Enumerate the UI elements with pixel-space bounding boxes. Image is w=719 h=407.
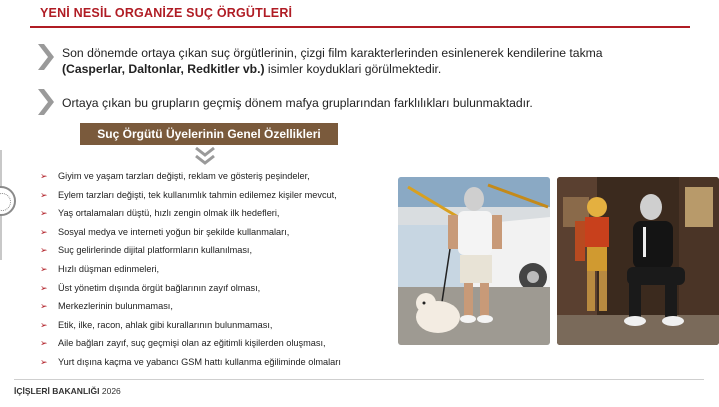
intro-text-part1: Son dönemde ortaya çıkan suç örgütlerinin, çizgi film karakterlerinden esinlenerek kendilerine takma: [62, 46, 603, 60]
arrow-bullet-icon: ➢: [40, 356, 48, 367]
arrow-bullet-icon: ➢: [40, 338, 48, 349]
title-underline: [30, 26, 690, 28]
list-item: ➢ Yaş ortalamaları düştü, hızlı zengin olmak ilk hedefleri,: [40, 204, 341, 223]
arrow-bullet-icon: ➢: [40, 208, 48, 219]
arrow-bullet-icon: ➢: [40, 245, 48, 256]
arrow-bullet-icon: ➢: [40, 226, 48, 237]
footer: [14, 386, 121, 396]
chevron-right-icon: [38, 89, 54, 115]
intro-text-bold: (Casperlar, Daltonlar, Redkitler vb.): [62, 62, 265, 76]
arrow-bullet-icon: ➢: [40, 301, 48, 312]
list-item: ➢ Aile bağları zayıf, suç geçmişi olan az eğitimli kişilerden oluşması,: [40, 334, 341, 353]
chevron-right-icon: [38, 44, 54, 70]
section-header: Suç Örgütü Üyelerinin Genel Özellikleri: [80, 123, 338, 145]
list-item: ➢ Suç gelirlerinde dijital platformların kullanılması,: [40, 241, 341, 260]
intro-text-part2: isimler koyduklari görülmektedir.: [264, 62, 442, 76]
footer-org: İÇİŞLERİ BAKANLIĞI: [14, 386, 100, 396]
list-item: ➢ Etik, ilke, racon, ahlak gibi kurallarının bulunmaması,: [40, 316, 341, 335]
arrow-bullet-icon: ➢: [40, 171, 48, 181]
arrow-bullet-icon: ➢: [40, 282, 48, 293]
photo-man-with-figure: [557, 177, 719, 345]
footer-divider: [14, 379, 704, 380]
list-item: ➢ Sosyal medya ve interneti yoğun bir şekilde kullanmaları,: [40, 223, 341, 242]
arrow-bullet-icon: ➢: [40, 263, 48, 274]
characteristics-list: [40, 167, 341, 372]
list-item: ➢ Giyim ve yaşam tarzları değişti, reklam ve gösteriş peşindeler,: [40, 167, 341, 186]
arrow-bullet-icon: ➢: [40, 319, 48, 330]
list-item: ➢ Merkezlerinin bulunmaması,: [40, 297, 341, 316]
footer-year: 2026: [101, 386, 121, 396]
photo-man-with-dog: [398, 177, 550, 345]
list-item: ➢ Üst yönetim dışında örgüt bağlarının zayıf olması,: [40, 279, 341, 298]
list-item: ➢ Hızlı düşman edinmeleri,: [40, 260, 341, 279]
slide-title: YENİ NESİL ORGANİZE SUÇ ÖRGÜTLERİ: [40, 6, 293, 20]
list-item: ➢ Yurt dışına kaçma ve yabancı GSM hattı kullanma eğiliminde olmaları: [40, 353, 341, 372]
difference-paragraph: Ortaya çıkan bu grupların geçmiş dönem mafya gruplarından farklılıkları bulunmaktadır.: [62, 96, 533, 110]
ministry-seal-icon: [0, 186, 16, 216]
arrow-bullet-icon: ➢: [40, 189, 48, 200]
intro-paragraph: [62, 45, 622, 77]
list-item: ➢ Eylem tarzları değişti, tek kullanımlık tahmin edilemez kişiler mevcut,: [40, 186, 341, 205]
double-chevron-down-icon: [194, 146, 216, 166]
